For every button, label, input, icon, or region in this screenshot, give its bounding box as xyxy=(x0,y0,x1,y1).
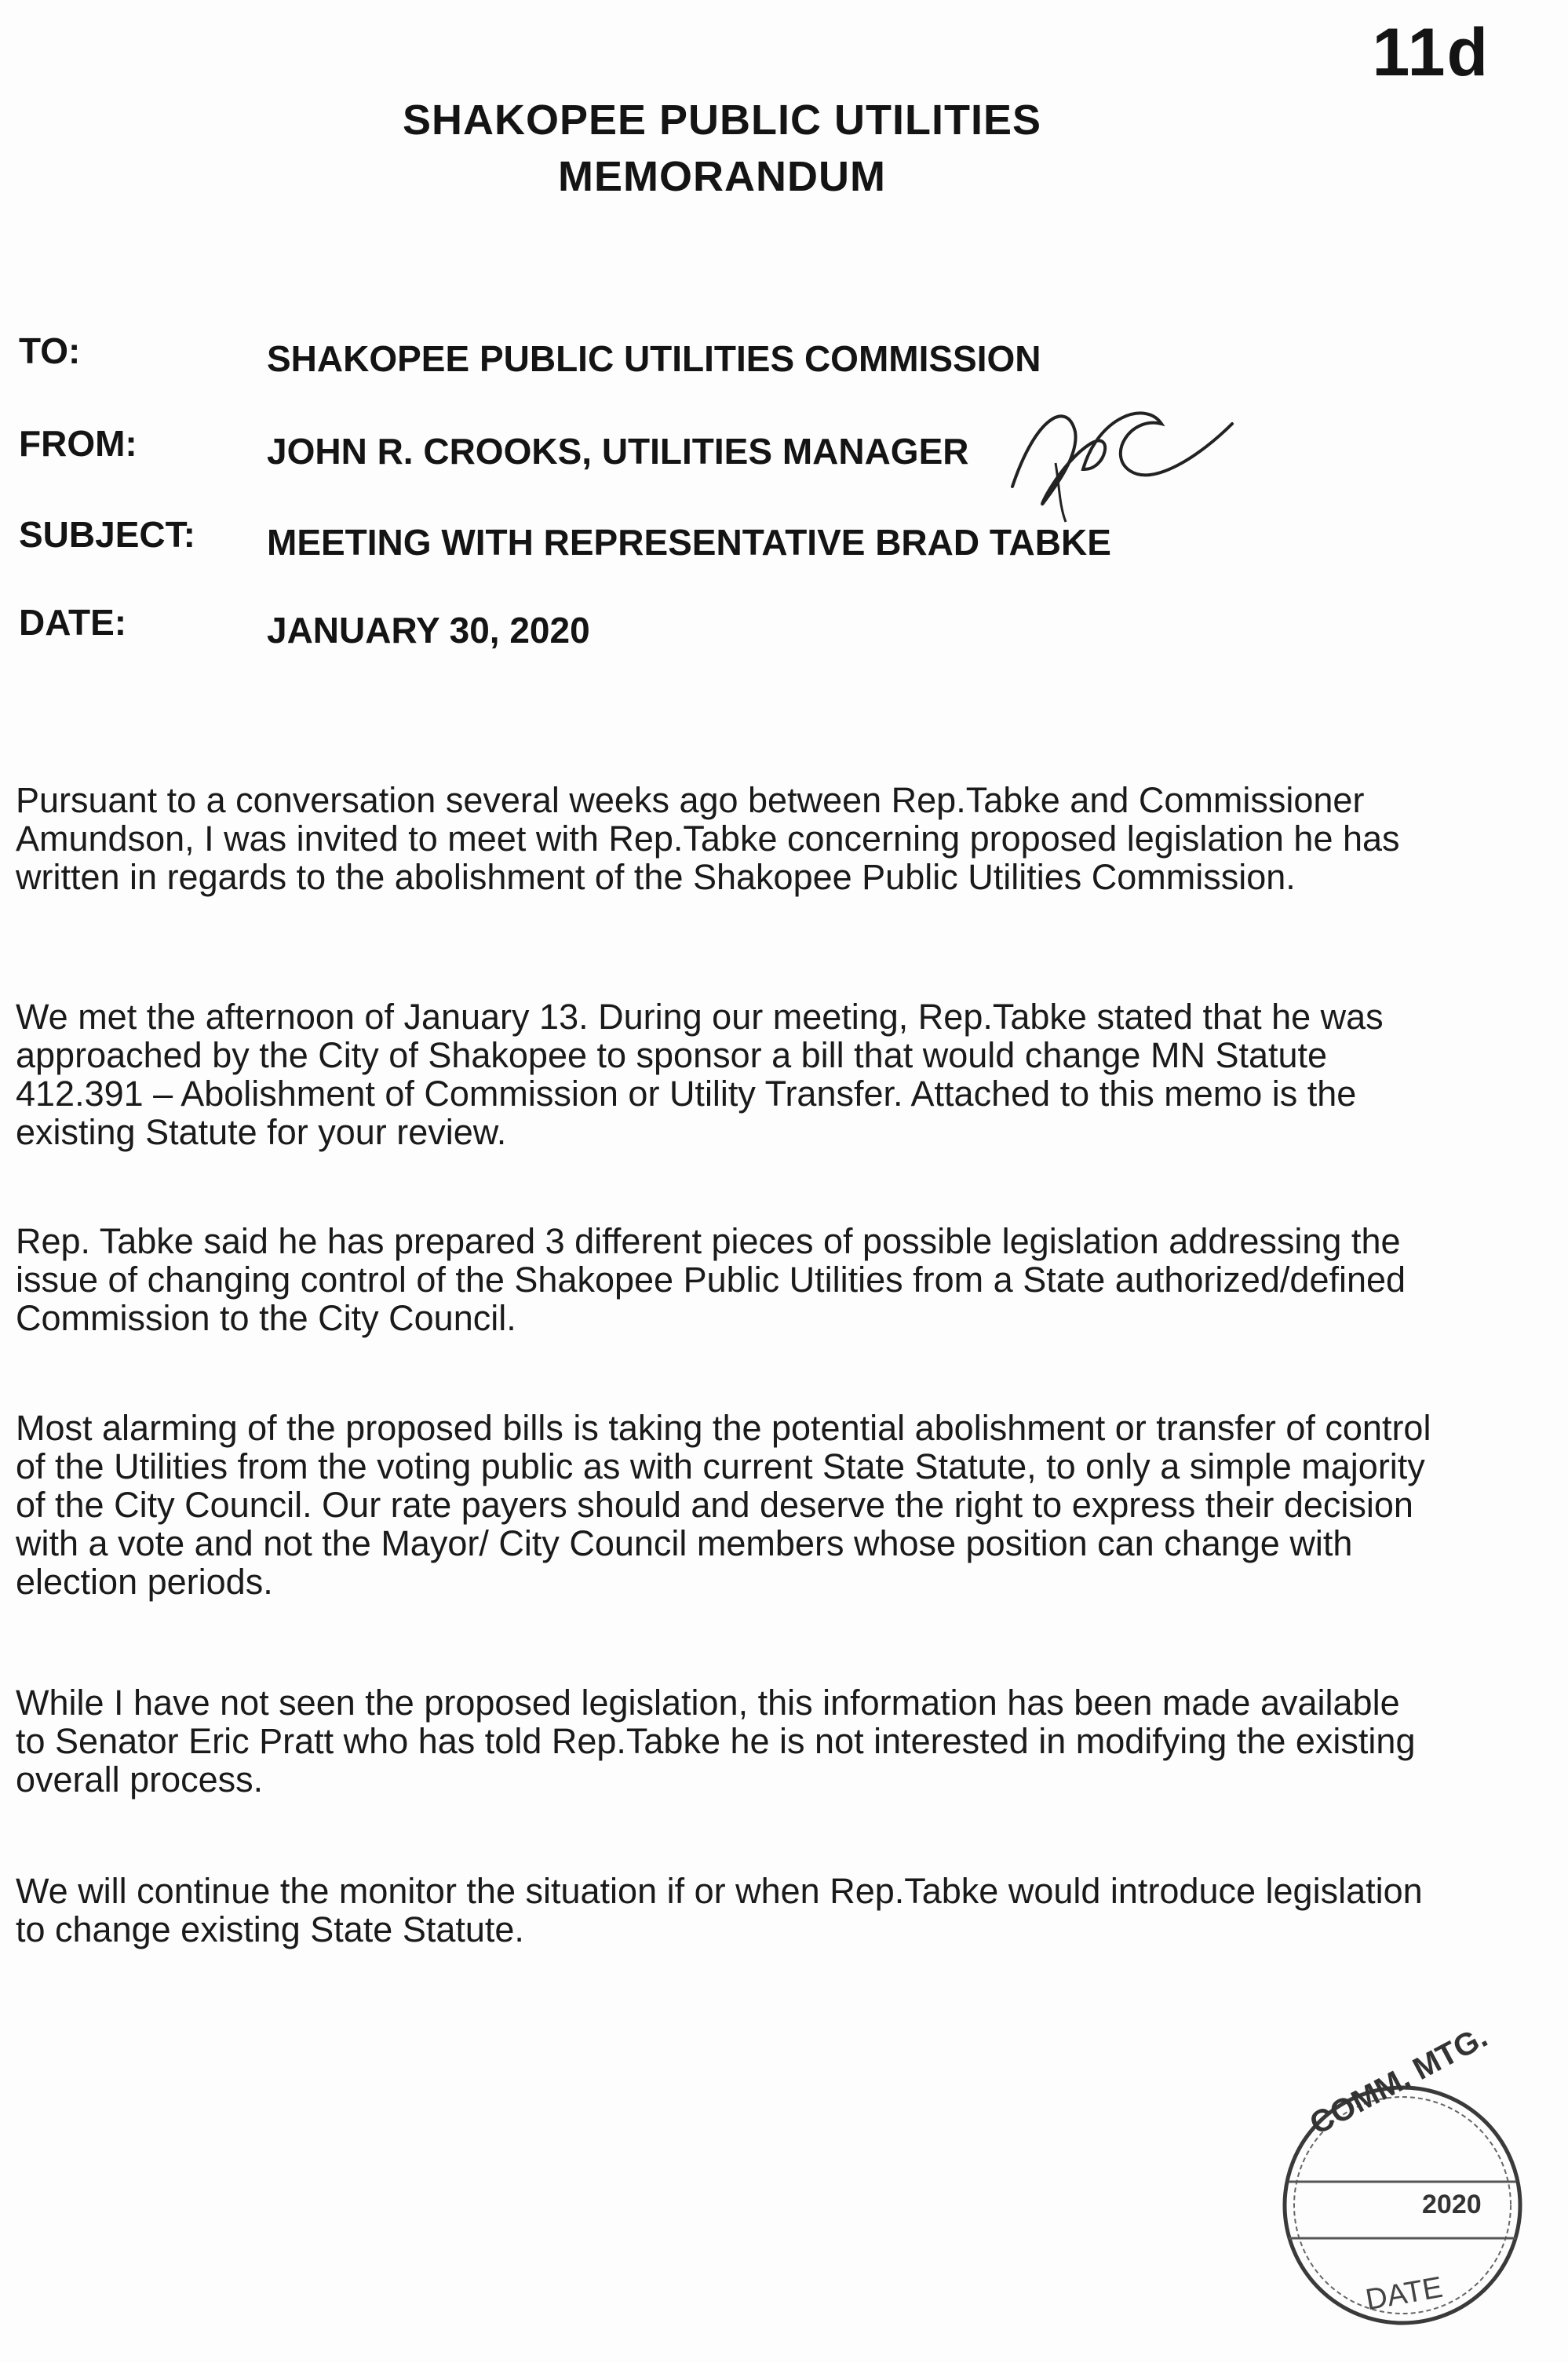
stamp-bottom-text: DATE xyxy=(1363,2270,1446,2317)
meeting-date-stamp xyxy=(1273,2019,1532,2339)
date-label: DATE: xyxy=(19,602,127,643)
from-value: JOHN R. CROOKS, UTILITIES MANAGER xyxy=(267,431,969,472)
from-label: FROM: xyxy=(19,423,137,464)
subject-label: SUBJECT: xyxy=(19,514,195,555)
signature-initials xyxy=(981,369,1248,526)
memo-to-row xyxy=(19,330,1510,385)
body-paragraph-3: Rep. Tabke said he has prepared 3 different pieces of possible legislation addressing the issue of changing control of the Shakopee Public Utilities from a State authorized/defined Commission to the City Council. xyxy=(16,1221,1406,1338)
body-paragraph-6: We will continue the monitor the situation if or when Rep.Tabke would introduce legislation to change existing State Statute. xyxy=(16,1871,1423,1949)
body-paragraph-5: While I have not seen the proposed legislation, this information has been made available to Senator Eric Pratt who has told Rep.Tabke he is not interested in modifying the existing overall process. xyxy=(16,1683,1416,1800)
memo-subject-row xyxy=(19,513,1510,568)
body-paragraph-4: Most alarming of the proposed bills is taking the potential abolishment or transfer of control of the Utilities from the voting public as with current State Statute, to only a simple majority of the City Council. Our rate payers should and deserve the right to express their decision with a vote and not the Mayor/ City Council members whose position can change with election periods. xyxy=(16,1408,1431,1602)
subject-value: MEETING WITH REPRESENTATIVE BRAD TABKE xyxy=(267,522,1111,563)
stamp-top-text: COMM. MTG. xyxy=(1304,2019,1493,2142)
memo-date-row xyxy=(19,601,1510,656)
to-label: TO: xyxy=(19,330,81,371)
body-paragraph-1: Pursuant to a conversation several weeks ago between Rep.Tabke and Commissioner Amundson, I was invited to meet with Rep.Tabke concerning proposed legislation he has written in regards to the abolishment of the Shakopee Public Utilities Commission. xyxy=(16,780,1400,897)
date-value: JANUARY 30, 2020 xyxy=(267,610,590,651)
organization-title: SHAKOPEE PUBLIC UTILITIES xyxy=(402,97,1042,144)
stamp-year: 2020 xyxy=(1422,2190,1482,2219)
to-value: SHAKOPEE PUBLIC UTILITIES COMMISSION xyxy=(267,338,1041,379)
document-type-title: MEMORANDUM xyxy=(558,153,886,200)
memo-from-row xyxy=(19,422,1510,477)
body-paragraph-2: We met the afternoon of January 13. During our meeting, Rep.Tabke stated that he was approached by the City of Shakopee to sponsor a bill that would change MN Statute 412.391 – Abolishment of Commission or Utility Transfer. Attached to this memo is the existing Statute for your review. xyxy=(16,997,1384,1152)
page-number: 11d xyxy=(1372,15,1490,90)
